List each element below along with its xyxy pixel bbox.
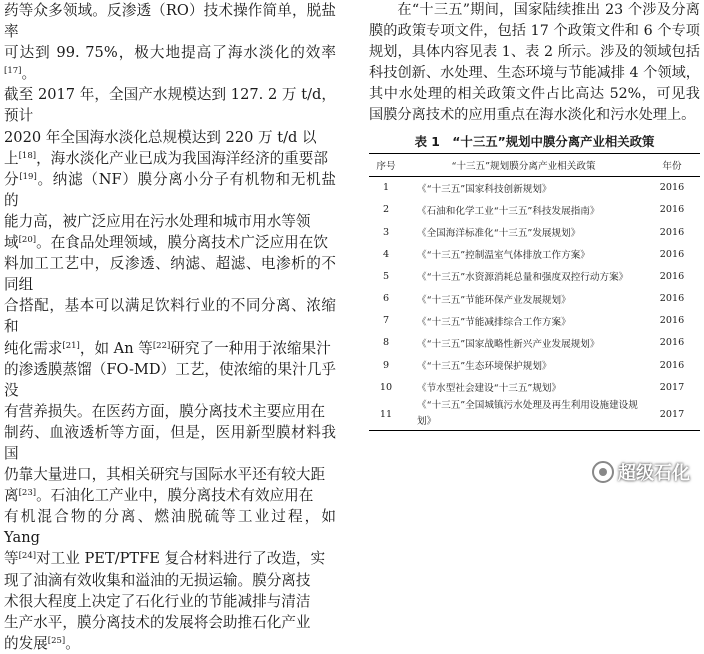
cell-no: 7	[382, 315, 390, 327]
table-row	[369, 332, 700, 354]
text-run: 的发展	[4, 634, 48, 652]
right-column	[369, 0, 700, 431]
text-run: 纯化需求	[4, 339, 63, 357]
text-line	[4, 506, 336, 548]
text-run: 生产水平，膜分离技术的发展将会助推石化产业	[4, 613, 311, 631]
text-line	[4, 548, 336, 569]
cell-no: 11	[369, 398, 403, 431]
text-line	[4, 84, 336, 126]
cell-name: 《“十三五”水资源消耗总量和强度双控行动方案》	[417, 272, 629, 284]
header-name: “十三五”规划膜分离产业相关政策	[403, 153, 644, 176]
text-run: 合搭配，基本可以满足饮料行业的不同分离、浓缩和	[4, 297, 336, 336]
left-text-column	[4, 0, 336, 654]
cell-year: 2016	[659, 204, 685, 216]
cell-year: 2016	[659, 270, 685, 282]
text-line	[4, 485, 336, 506]
cell-name: 《节水型社会建设“十三五”规划》	[417, 383, 562, 395]
table-row	[369, 243, 700, 265]
citation: [24]	[18, 551, 37, 562]
text-run: 。	[21, 65, 37, 83]
table-title: 表 1 “十三五”规划中膜分离产业相关政策	[414, 133, 655, 149]
cell-year: 2016	[659, 248, 685, 260]
citation: [18]	[18, 150, 37, 161]
text-line	[4, 422, 336, 464]
text-run: 能力高，被广泛应用在污水处理和城市用水等领	[4, 212, 311, 230]
cell-name: 《“十三五”国家科技创新规划》	[417, 183, 552, 195]
citation: [17]	[4, 66, 22, 77]
text-run: 离	[4, 487, 19, 505]
text-line	[4, 633, 336, 654]
table-row	[369, 221, 700, 243]
cell-no: 9	[382, 359, 390, 371]
cell-name: 《“十三五”节能环保产业发展规划》	[417, 294, 571, 306]
cell-no: 8	[382, 337, 390, 349]
cell-name: 《“十三五”控制温室气体排放工作方案》	[417, 250, 590, 262]
citation: [25]	[47, 635, 66, 646]
cell-year: 2016	[659, 182, 685, 194]
text-run: 有机混合物的分离、燃油脱硫等工业过程，如 Yang	[4, 508, 336, 547]
cell-year: 2016	[659, 337, 685, 349]
text-run: 仍靠大量进口，其相关研究与国际水平还有较大距	[4, 466, 326, 484]
cell-no: 1	[382, 182, 390, 194]
text-line	[4, 338, 336, 359]
cell-no: 6	[382, 293, 390, 305]
text-line	[4, 0, 336, 42]
cell-no: 5	[382, 270, 390, 282]
table-row	[369, 199, 700, 221]
text-line	[4, 253, 336, 295]
text-run: 的渗透膜蒸馏（FO-MD）工艺，使浓缩的果汁几乎没	[4, 360, 336, 399]
citation: [21]	[62, 340, 80, 351]
policy-table	[369, 153, 700, 432]
watermark-text: 超级石化	[618, 463, 690, 484]
citation: [22]	[152, 340, 171, 351]
cell-name: 《全国海洋标准化“十三五”发展规划》	[417, 228, 581, 240]
text-run: 域	[4, 234, 19, 252]
table-row	[369, 398, 700, 431]
text-run: 可达到 99. 75%，极大地提高了海水淡化的效率	[4, 44, 336, 62]
text-run: 现了油滴有效收集和溢油的无损运输。膜分离技	[4, 571, 311, 589]
header-no: 序号	[369, 153, 403, 176]
header-year: 年份	[644, 153, 700, 176]
text-run: 有营养损失。在医药方面，膜分离技术主要应用在	[4, 402, 326, 420]
watermark-logo-icon	[592, 461, 614, 483]
text-line	[4, 127, 336, 148]
text-run: 。	[65, 634, 80, 652]
text-run: 分	[4, 170, 20, 188]
text-line	[4, 211, 336, 232]
cell-year: 2016	[659, 359, 685, 371]
cell-no: 3	[382, 226, 390, 238]
citation: [20]	[18, 235, 37, 246]
text-run: 2020 年全国海水淡化总规模达到 220 万 t/d 以	[4, 128, 317, 146]
watermark	[592, 459, 690, 485]
text-run: 药等众多领域。反渗透（RO）技术操作简单，脱盐率	[4, 2, 336, 41]
text-line	[4, 464, 336, 485]
table-header-row	[369, 153, 700, 176]
text-line	[4, 401, 336, 422]
cell-year: 2016	[659, 315, 685, 327]
text-line	[4, 42, 336, 84]
text-line	[4, 612, 336, 633]
text-run: 研究了一种用于浓缩果汁	[170, 339, 331, 357]
cell-no: 4	[382, 248, 390, 260]
cell-name: 《“十三五”节能减排综合工作方案》	[417, 316, 571, 328]
citation: [19]	[19, 171, 37, 182]
text-line	[4, 169, 336, 211]
cell-name: 《“十三五”国家战略性新兴产业发展规划》	[417, 338, 600, 350]
table-row	[369, 176, 700, 199]
intro-paragraph: 在“十三五”期间，国家陆续推出 23 个涉及分离膜的政策专项文件，包括 17 个政策文件和 6 个专项规划，具体内容见表 1、表 2 所示。涉及的领域包括科技创新、水处理、生态环境与节能减排 4 个领域，其中水处理的相关政策文件占比高达 52%，可见我国膜分离技术的应用重点在海水淡化和污水处理上。	[369, 2, 700, 124]
cell-year: 2016	[659, 226, 685, 238]
cell-no: 10	[379, 381, 393, 393]
text-run: ，海水淡化产业已成为我国海洋经济的重要部	[36, 149, 328, 167]
text-run: 料加工工艺中，反渗透、纳滤、超滤、电渗析的不同组	[4, 255, 336, 294]
table-row	[369, 376, 700, 398]
text-line	[4, 359, 336, 401]
cell-year: 2017	[644, 398, 700, 431]
text-run: 等	[4, 550, 19, 568]
text-run: 。在食品处理领域，膜分离技术广泛应用在饮	[36, 234, 328, 252]
cell-name: 《“十三五”生态环境保护规划》	[417, 361, 552, 373]
text-run: 术很大程度上决定了石化行业的节能减排与清洁	[4, 592, 311, 610]
text-run: 对工业 PET/PTFE 复合材料进行了改造，实	[36, 550, 326, 568]
cell-no: 2	[382, 204, 390, 216]
text-line	[4, 295, 336, 337]
table-row	[369, 288, 700, 310]
text-run: 截至 2017 年，全国产水规模达到 127. 2 万 t/d，预计	[4, 86, 336, 125]
table-row	[369, 265, 700, 287]
table-row	[369, 354, 700, 376]
citation: [23]	[18, 488, 37, 499]
cell-name: 《石油和化学工业“十三五”科技发展指南》	[417, 205, 600, 217]
cell-year: 2016	[659, 293, 685, 305]
cell-name: 《“十三五”全国城镇污水处理及再生利用设施建设规划》	[403, 398, 644, 431]
table-row	[369, 310, 700, 332]
table-body	[369, 176, 700, 431]
text-run: 。纳滤（NF）膜分离小分子有机物和无机盐的	[4, 170, 336, 209]
text-line	[4, 570, 336, 591]
text-run: 。石油化工产业中，膜分离技术有效应用在	[36, 487, 314, 505]
text-run: 制药、血液透析等方面，但是，医用新型膜材料我国	[4, 423, 336, 462]
text-run: ，如 An 等	[79, 339, 153, 357]
text-line	[4, 232, 336, 253]
text-run: 上	[4, 149, 19, 167]
text-line	[4, 591, 336, 612]
text-line	[4, 148, 336, 169]
cell-year: 2017	[659, 381, 685, 393]
